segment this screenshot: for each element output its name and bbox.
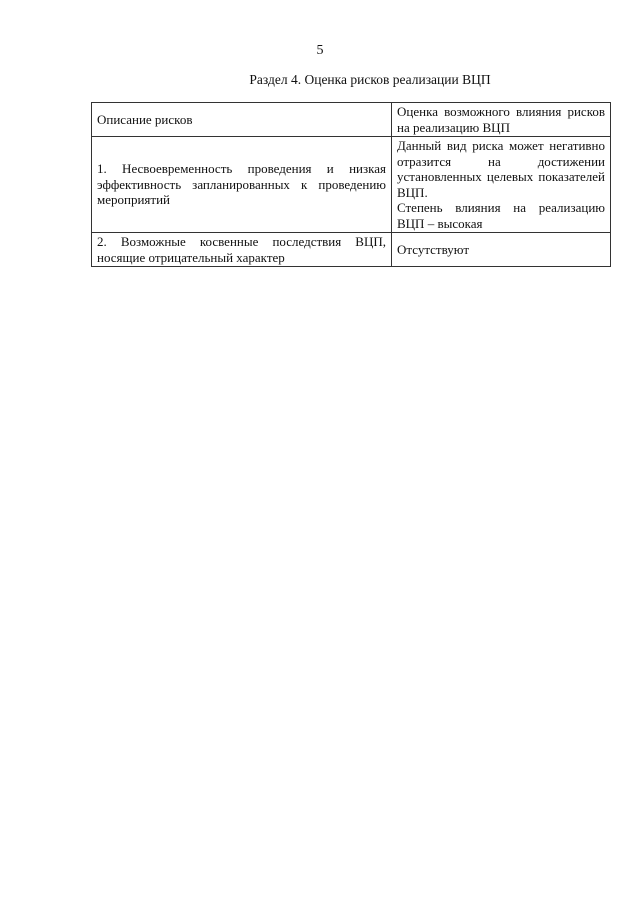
impact-level: Степень влияния на реализацию ВЦП – высокая: [397, 200, 605, 231]
section-title: Раздел 4. Оценка рисков реализации ВЦП: [249, 72, 491, 87]
header-impact-assessment: [392, 103, 611, 137]
risk-description-text: 2. Возможные косвенные последствия ВЦП, носящие отрицательный характер: [97, 234, 386, 265]
table-row: [92, 137, 611, 233]
risk-description-text: 1. Несвоевременность проведения и низкая эффективность запланированных к проведению мероприятий: [97, 161, 386, 208]
header-impact-assessment-label: Оценка возможного влияния рисков на реализацию ВЦП: [397, 104, 605, 135]
header-risk-description: [92, 103, 392, 137]
page-number: 5: [316, 43, 324, 58]
impact-assessment-cell: [392, 233, 611, 267]
impact-text: Отсутствуют: [397, 241, 470, 257]
risk-description-cell: [92, 137, 392, 233]
table-header-row: [92, 103, 611, 137]
header-risk-description-label: Описание рисков: [97, 111, 193, 127]
risk-assessment-table: [91, 102, 611, 267]
risk-description-cell: [92, 233, 392, 267]
impact-assessment-cell: [392, 137, 611, 233]
impact-text: Данный вид риска может негативно отразится на достижении установленных целевых показателей ВЦП.: [397, 138, 605, 200]
table-row: [92, 233, 611, 267]
